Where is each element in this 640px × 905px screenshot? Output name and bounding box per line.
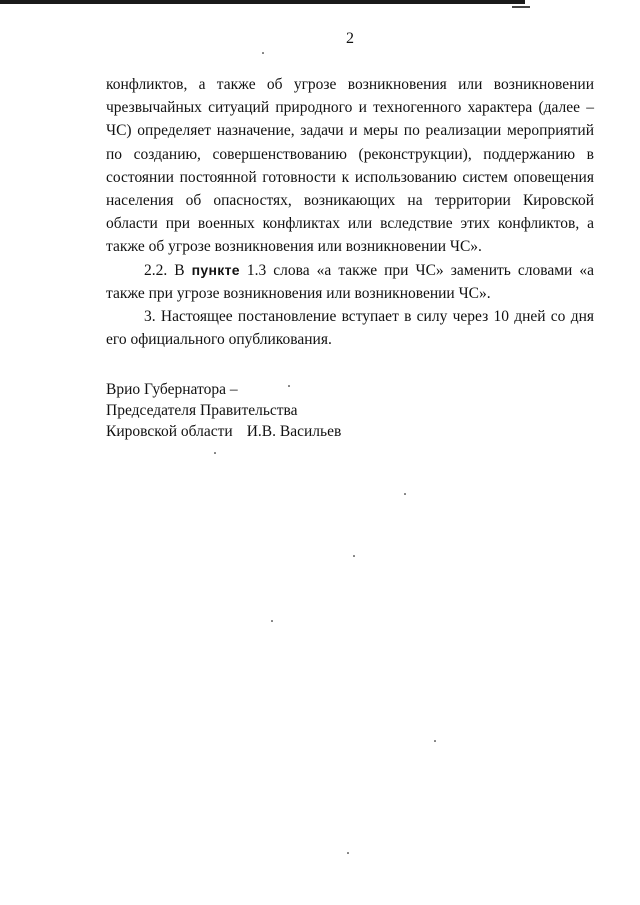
signature-name: И.В. Васильев [246,423,342,440]
paragraph-2-2-prefix: 2.2. В [144,261,192,279]
signature-org: Кировской области [106,423,233,440]
paragraph-2-2 [106,259,594,305]
document-body [106,73,594,351]
scan-speck [262,52,264,54]
signature-block [106,379,341,442]
signature-org-line [106,421,341,442]
scan-speck [404,493,406,495]
scan-speck [347,852,349,854]
paragraph-2-2-rest: 1.3 слова «а также при ЧС» заменить словами «а также при угрозе возникновения или возникновении ЧС». [106,261,594,302]
signature-position: Врио Губернатора – [106,381,238,398]
scan-speck [271,620,273,622]
paragraph-continuation: конфликтов, а также об угрозе возникновения или возникновении чрезвычайных ситуаций природного и техногенного характера (далее – ЧС) определяет назначение, задачи и меры по реализации мероприятий по созданию, совершенствованию (реконструкции), поддержанию в состоянии постоянной готовности к использованию систем оповещения населения об опасностях, возникающих на территории Кировской области при военных конфликтах или вследствие этих конфликтов, а также об угрозе возникновения или возникновении ЧС». [106,76,594,256]
keyword-punkt: пункте [191,261,240,278]
scan-speck [288,385,290,387]
scan-speck [434,740,436,742]
page-number: 2 [346,30,354,47]
scan-edge-line [0,0,525,4]
paragraph-3: 3. Настоящее постановление вступает в силу через 10 дней со дня его официального опубликования. [106,308,594,349]
scan-edge-mark [512,6,530,8]
signature-title: Председателя Правительства [106,402,298,419]
scan-speck [353,555,355,557]
scan-speck [214,452,216,454]
